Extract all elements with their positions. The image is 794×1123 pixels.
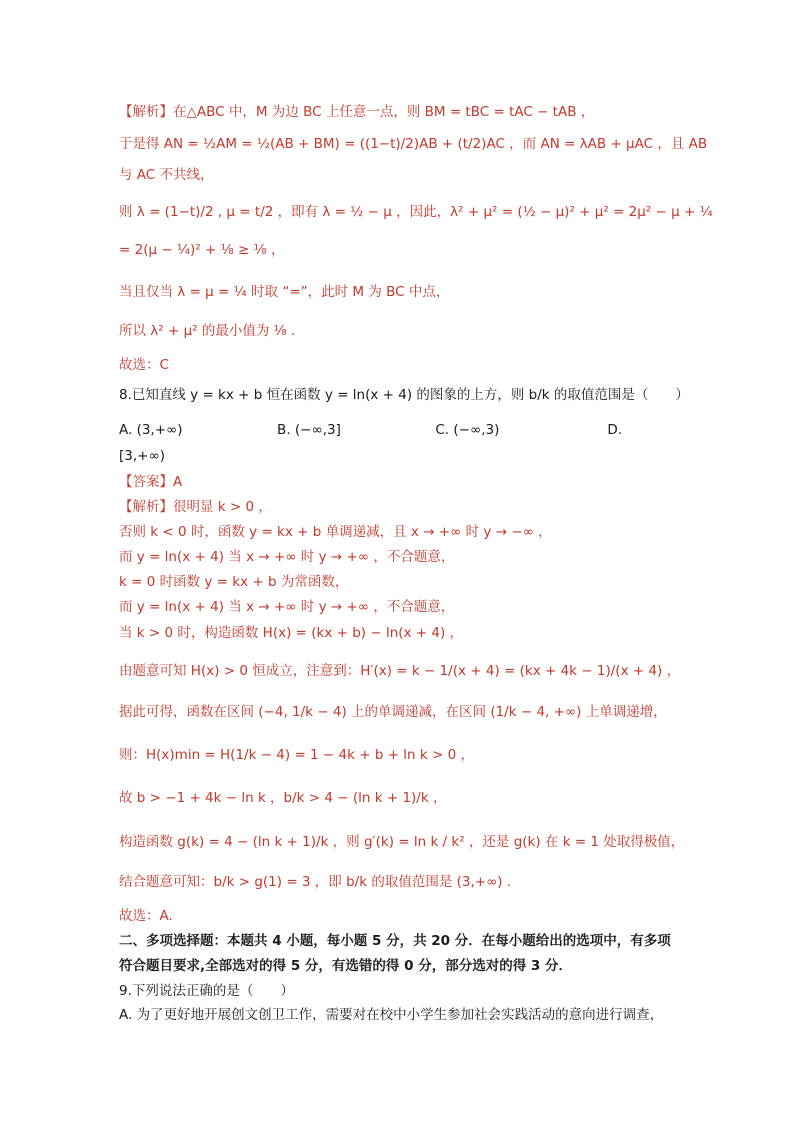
section-heading: 符合题目要求,全部选对的得 5 分，有选错的得 0 分，部分选对的得 3 分． [119, 958, 573, 974]
question-9-option-a: A. 为了更好地开展创文创卫工作，需要对在校中小学生参加社会实践活动的意向进行调查， [119, 1007, 664, 1023]
answer-label: 【答案】A [119, 474, 183, 490]
text-line: 而 y = ln(x + 4) 当 x → +∞ 时 y → +∞ ，不合题意， [119, 599, 455, 615]
question-8-stem: 8.已知直线 y = kx + b 恒在函数 y = ln(x + 4) 的图象的上方，则 b/k 的取值范围是（ ） [119, 387, 689, 403]
text-line: 所以 λ² + μ² 的最小值为 ⅛ . [119, 323, 296, 339]
section-heading: 二、多项选择题：本题共 4 小题，每小题 5 分，共 20 分．在每小题给出的选项中，有多项 [119, 933, 671, 949]
text-line: 则 λ = (1−t)/2 , μ = t/2 ，即有 λ = ½ − μ ，因此，λ² + μ² = (½ − μ)² + μ² = 2μ² − μ + ¼ [119, 204, 713, 220]
text-line: 于是得 AN = ½AM = ½(AB + BM) = ((1−t)/2)AB + (t/2)AC ，而 AN = λAB + μAC ，且 AB [119, 136, 708, 152]
text-line: 当 k > 0 时，构造函数 H(x) = (kx + b) − ln(x + 4) ， [119, 625, 464, 641]
text-line: 结合题意可知：b/k > g(1) = 3 ，即 b/k 的取值范围是 (3,+∞) . [119, 874, 512, 890]
question-8-options: A. (3,+∞) B. (−∞,3] C. (−∞,3) D. [119, 422, 623, 438]
text-line: 故 b > −1 + 4k − ln k ，b/k > 4 − (ln k + 1)/k ， [119, 790, 447, 806]
text-line: 当且仅当 λ = μ = ¼ 时取 “=”，此时 M 为 BC 中点， [119, 284, 450, 300]
text-line: 据此可得，函数在区间 (−4, 1/k − 4) 上的单调递减，在区间 (1/k − 4, +∞) 上单调递增， [119, 704, 667, 720]
text-line: 由题意可知 H(x) > 0 恒成立，注意到：H′(x) = k − 1/(x + 4) = (kx + 4k − 1)/(x + 4) ， [119, 663, 681, 679]
text-line: 与 AC 不共线， [119, 167, 214, 183]
text-line: 【解析】在△ABC 中，M 为边 BC 上任意一点，则 BM = tBC = tAC − tAB ， [119, 104, 595, 120]
text-line: 故选：A. [119, 908, 173, 924]
text-line: 【解析】很明显 k > 0 ， [119, 499, 272, 515]
text-line: 故选：C [119, 357, 169, 373]
text-line: 否则 k < 0 时，函数 y = kx + b 单调递减，且 x → +∞ 时 y → −∞ ， [119, 524, 552, 540]
question-9-stem: 9.下列说法正确的是（ ） [119, 983, 294, 999]
text-line: 则：H(x)min = H(1/k − 4) = 1 − 4k + b + ln k > 0 ， [119, 747, 474, 763]
text-line: k = 0 时函数 y = kx + b 为常函数， [119, 574, 349, 590]
question-8-option-d: [3,+∞) [119, 448, 165, 464]
text-line: 构造函数 g(k) = 4 − (ln k + 1)/k ，则 g′(k) = ln k / k² ，还是 g(k) 在 k = 1 处取得极值， [119, 834, 685, 850]
text-line: 而 y = ln(x + 4) 当 x → +∞ 时 y → +∞ ，不合题意， [119, 549, 455, 565]
text-line: = 2(μ − ¼)² + ⅛ ≥ ⅛ ， [119, 242, 285, 258]
